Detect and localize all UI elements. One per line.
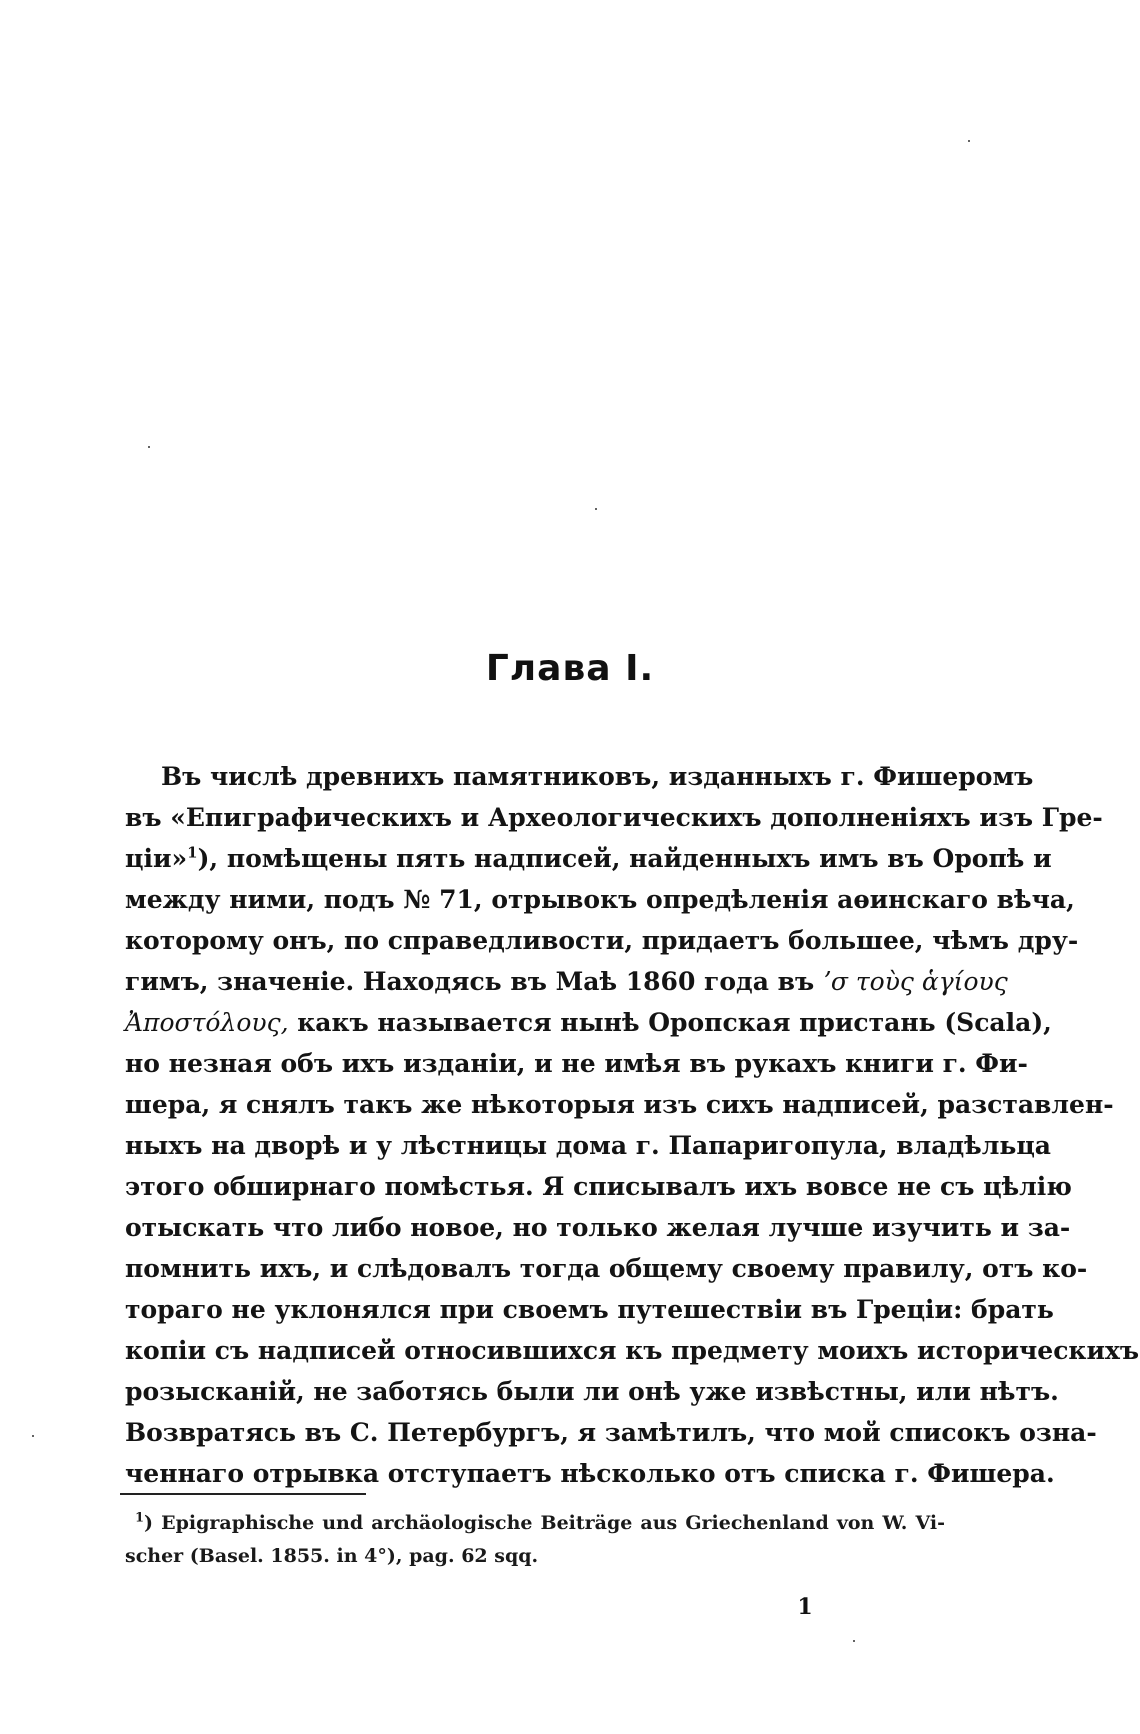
text-line: Въ числѣ древнихъ памятниковъ, изданныхъ г. Фишеромъ — [161, 762, 1034, 791]
text-line: которому онъ, по справедливости, придаетъ большее, чѣмъ дру- — [125, 926, 1079, 955]
text-fragment: ціи» — [125, 844, 188, 873]
text-line: между ними, подъ № 71, отрывокъ опредѣленія аѳинскаго вѣча, — [125, 885, 1075, 914]
text-fragment: ), помѣщены пять надписей, найденныхъ имъ въ Оропѣ и — [197, 844, 1052, 873]
text-line: въ «Епиграфическихъ и Археологическихъ дополненіяхъ изъ Гре- — [125, 803, 1103, 832]
text-line — [125, 961, 1008, 1002]
text-fragment: гимъ, значеніе. Находясь въ Маѣ 1860 года въ — [125, 967, 815, 996]
page-number: 1 — [797, 1594, 813, 1620]
text-line: но незная объ ихъ изданіи, и не имѣя въ рукахъ книги г. Фи- — [125, 1049, 1028, 1078]
text-line: копіи съ надписей относившихся къ предмету моихъ историческихъ — [125, 1336, 1140, 1365]
chapter-heading: Глава I. — [485, 648, 655, 689]
text-line: этого обширнаго помѣстья. Я списывалъ ихъ вовсе не съ цѣлію — [125, 1172, 1072, 1201]
text-line: отыскать что либо новое, но только желая лучше изучить и за- — [125, 1213, 1071, 1242]
scan-speck — [968, 140, 970, 142]
scan-speck — [148, 446, 150, 448]
footnote-line: scher (Basel. 1855. in 4°), pag. 62 sqq. — [125, 1545, 539, 1567]
text-line: тораго не уклонялся при своемъ путешествіи въ Греціи: брать — [125, 1295, 1054, 1324]
scan-speck — [32, 1435, 34, 1437]
text-fragment: какъ называется нынѣ Оропская пристань (Scala), — [288, 1008, 1052, 1037]
text-line — [125, 838, 1052, 879]
text-line — [125, 1002, 1052, 1043]
text-line: розысканій, не заботясь были ли онѣ уже извѣстны, или нѣтъ. — [125, 1377, 1059, 1406]
text-line: помнить ихъ, и слѣдовалъ тогда общему своему правилу, отъ ко- — [125, 1254, 1088, 1283]
greek-phrase: Ἀποστόλους, — [125, 1008, 289, 1037]
body-paragraph — [125, 756, 1140, 1494]
text-line: Возвратясь въ С. Петербургъ, я замѣтилъ, что мой списокъ озна- — [125, 1418, 1097, 1447]
text-line: ченнаго отрывка отступаетъ нѣсколько отъ списка г. Фишера. — [125, 1459, 1055, 1488]
footnote — [125, 1507, 945, 1573]
footnote-reference: 1 — [187, 843, 198, 862]
greek-phrase: ʼσ τοὺς ἁγίους — [822, 967, 1008, 996]
footnote-marker: 1 — [135, 1510, 145, 1526]
text-line: шера, я снялъ такъ же нѣкоторыя изъ сихъ надписей, разставлен- — [125, 1090, 1114, 1119]
scan-speck — [595, 508, 597, 510]
footnote-text: ) Epigraphische und archäologische Beiträge aus Griechenland von W. Vi- — [144, 1512, 945, 1534]
text-line: ныхъ на дворѣ и у лѣстницы дома г. Папаригопула, владѣльца — [125, 1131, 1052, 1160]
footnote-divider — [120, 1493, 366, 1495]
scan-speck — [853, 1640, 855, 1642]
footnote-line — [125, 1507, 945, 1540]
